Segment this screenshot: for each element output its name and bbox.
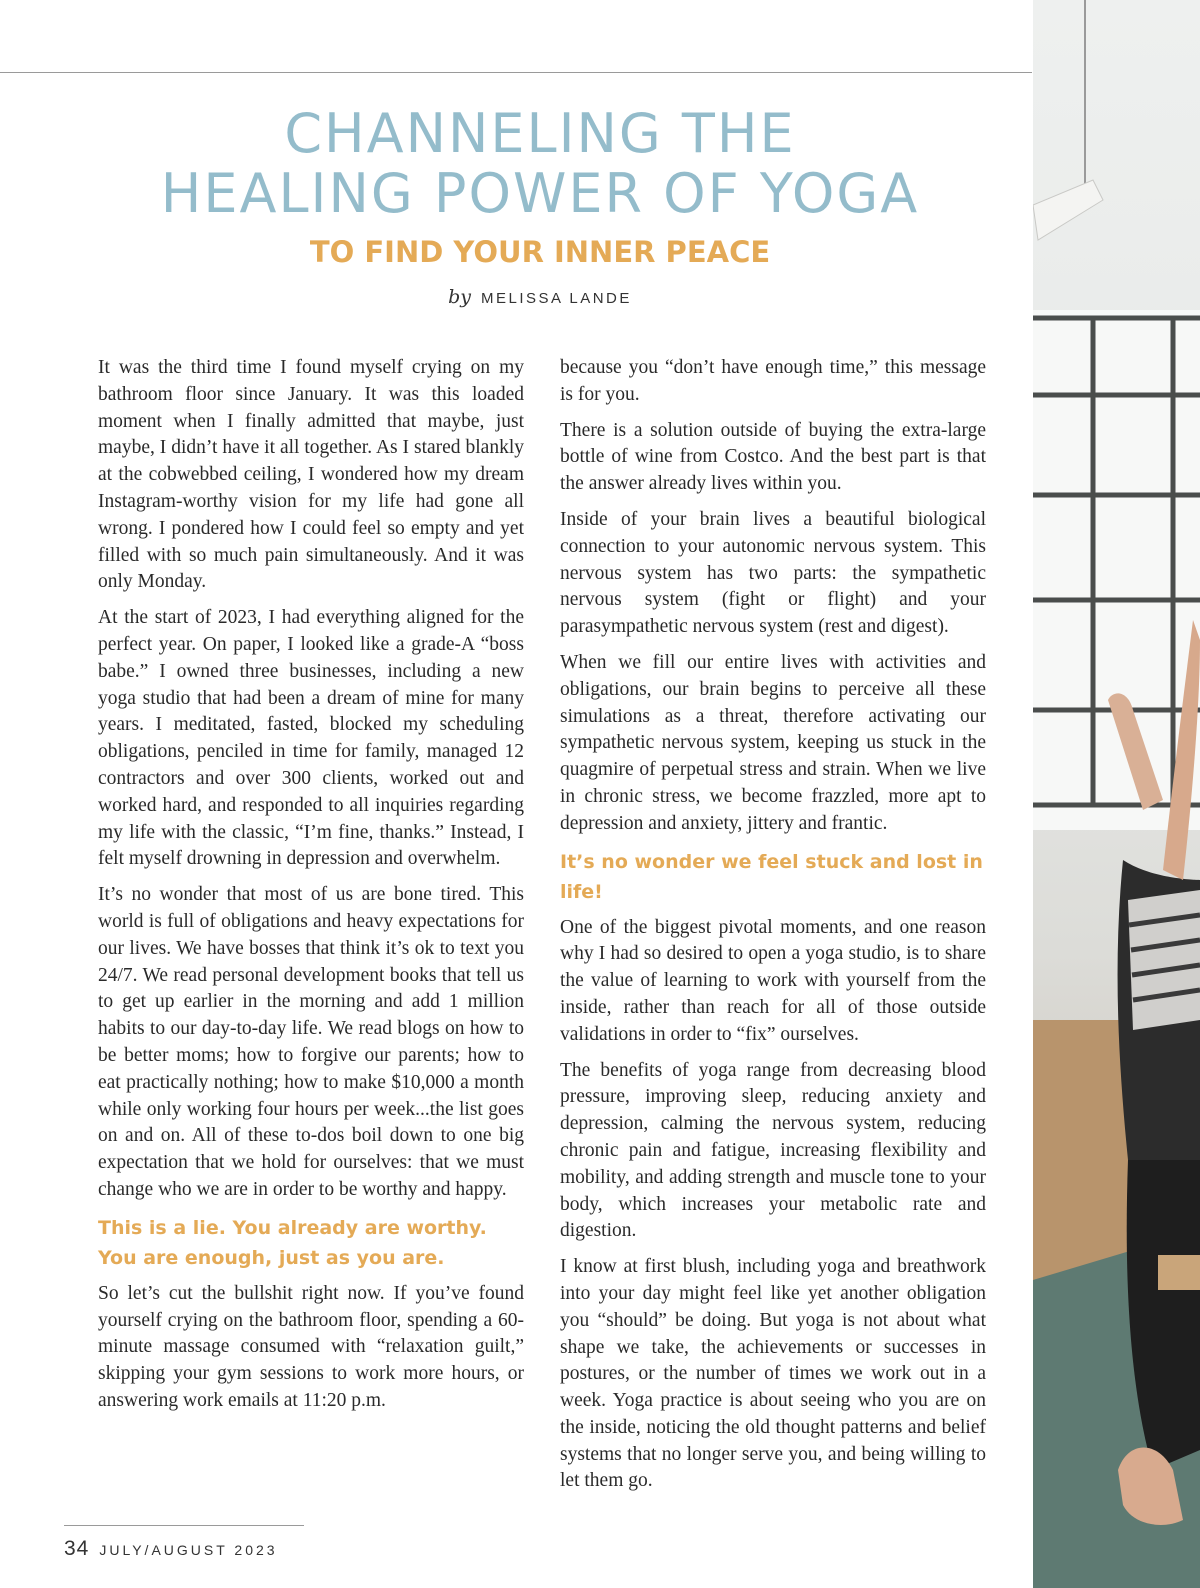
paragraph: I know at first blush, including yoga and breathwork into your day might feel like yet another obligation you “should” be doing. But yoga is not about what shape we take, the achievements or successes in postures, or the number of times we work out in a week. Yoga practice is about seeing who you are on the inside, noticing the old thought patterns and belief systems that no longer serve you, and being willing to let them go. — [560, 1256, 986, 1492]
article-subtitle: TO FIND YOUR INNER PEACE — [309, 235, 771, 269]
footer-rule — [64, 1525, 304, 1526]
left-column — [98, 355, 524, 1424]
right-column — [560, 355, 986, 1504]
section-heading: It’s no wonder we feel stuck and lost in life! — [560, 850, 983, 903]
paragraph: It’s no wonder that most of us are bone tired. This world is full of obligations and heavy expectations for our lives. We have bosses that think it’s ok to text you 24/7. We read personal development books that tell us to get up earlier in the morning and add 1 million habits to our day-to-day life. We read blogs on how to be better moms; how to forgive our parents; how to eat practically nothing; how to make $10,000 a month while only working four hours per week...the list goes on and on. All of these to-dos boil down to one big expectation that we hold for ourselves: that we must change who we are in order to be worthy and happy. — [98, 884, 524, 1200]
paragraph: When we fill our entire lives with activities and obligations, our brain begins to perceive all these simulations as a threat, therefore activating our sympathetic nervous system, keeping us stuck in the quagmire of perpetual stress and strain. When we live in chronic stress, we become frazzled, more apt to depression and anxiety, jittery and frantic. — [560, 651, 986, 834]
issue-date: JULY/AUGUST 2023 — [99, 1542, 278, 1558]
paragraph: One of the biggest pivotal moments, and one reason why I had so desired to open a yoga studio, is to share the value of learning to work with yourself from the inside, rather than reach for all of those outside validations in order to “fix” ourselves. — [560, 916, 986, 1045]
pull-quote: This is a lie. You already are worthy. You are enough, just as you are. — [98, 1216, 487, 1269]
page-footer — [64, 1537, 278, 1561]
author-name: MELISSA LANDE — [481, 290, 632, 307]
paragraph: because you “don’t have enough time,” this message is for you. — [560, 357, 986, 405]
paragraph: The benefits of yoga range from decreasing blood pressure, improving sleep, reducing anxiety and depression, calming the nervous system, reducing chronic pain and fatigue, increasing flexibility and mobility, and adding strength and muscle tone to your body, which increases your metabolic rate and digestion. — [560, 1059, 986, 1242]
paragraph: There is a solution outside of buying the extra-large bottle of wine from Costco. And the best part is that the answer already lives within you. — [560, 419, 986, 495]
paragraph: At the start of 2023, I had everything aligned for the perfect year. On paper, I looked like a grade-A “boss babe.” I owned three businesses, including a new yoga studio that had been a dream of mine for many years. I meditated, fasted, blocked my scheduling obligations, penciled in time for family, managed 12 contractors and over 300 clients, worked out and worked hard, and responded to all inquiries regarding my life with the classic, “I’m fine, thanks.” Instead, I felt myself drowning in depression and overwhelm. — [98, 607, 524, 870]
byline — [0, 286, 1080, 308]
article-title — [0, 104, 1080, 224]
top-rule — [0, 72, 1032, 73]
title-line-1: CHANNELING THE — [284, 102, 796, 165]
paragraph: It was the third time I found myself crying on my bathroom floor since January. It was this loaded moment when I finally admitted that maybe, just maybe, I didn’t have it all together. As I stared blankly at the cobwebbed ceiling, I wondered how my dream Instagram-worthy vision for my life had gone all wrong. I pondered how I could feel so empty and yet filled with so much pain simultaneously. And it was only Monday. — [98, 357, 524, 593]
paragraph: So let’s cut the bullshit right now. If you’ve found yourself crying on the bathroom floor, spending a 60-minute massage consumed with “relaxation guilt,” skipping your gym sessions to work more hours, or answering work emails at 11:20 p.m. — [98, 1282, 524, 1411]
page-number: 34 — [64, 1537, 90, 1560]
paragraph: Inside of your brain lives a beautiful biological connection to your autonomic nervous system. This nervous system has two parts: the sympathetic nervous system (fight or flight) and your parasympathetic nervous system (rest and digest). — [560, 508, 986, 638]
byline-prefix: by — [448, 286, 471, 308]
title-line-2: HEALING POWER OF YOGA — [160, 162, 920, 225]
